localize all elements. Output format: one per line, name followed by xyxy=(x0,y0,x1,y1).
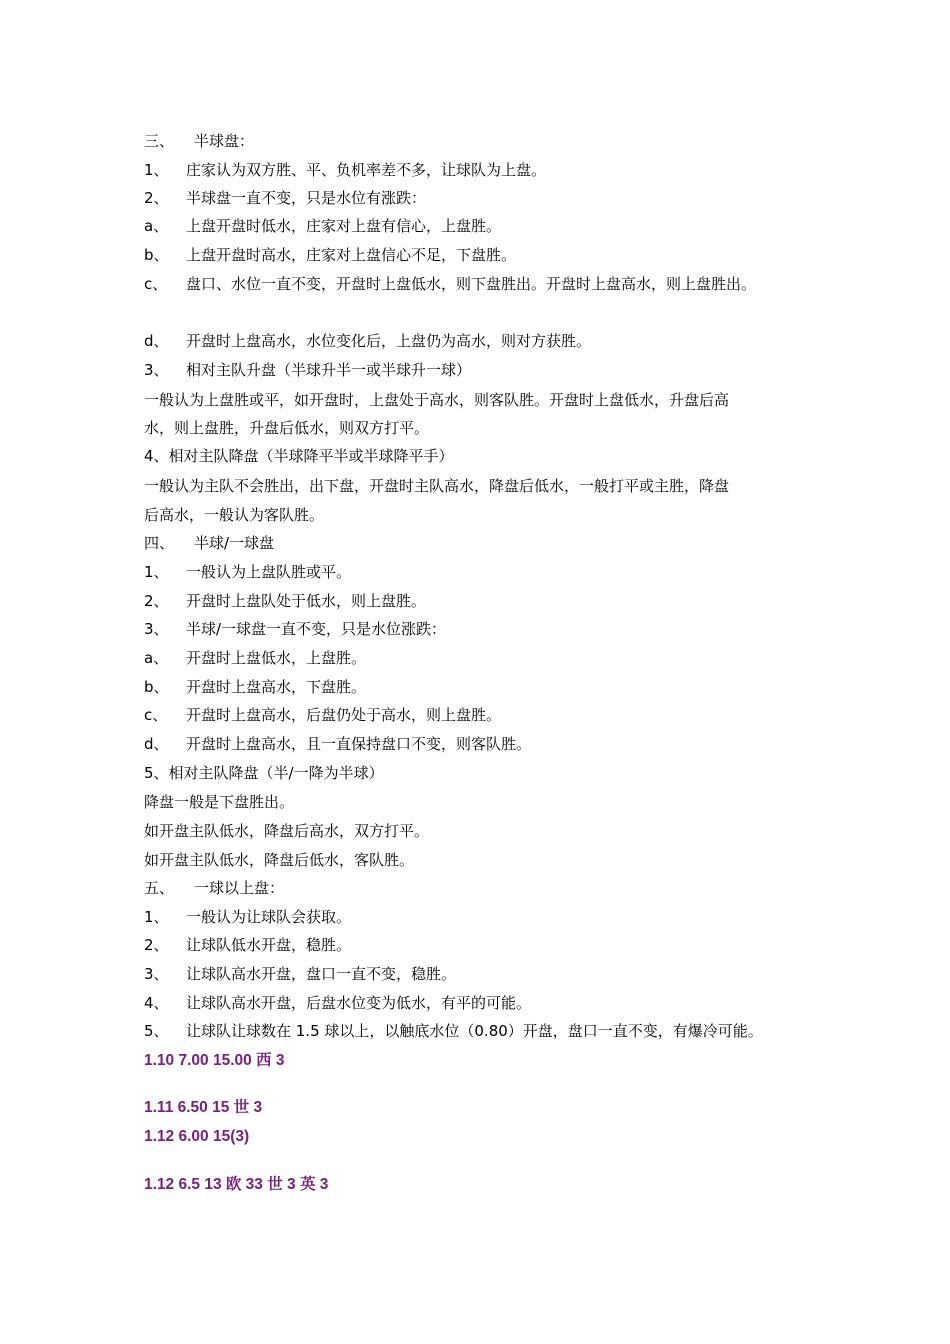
section-heading-3: 三、 半球盘： xyxy=(144,132,255,150)
list-item: 2、 开盘时上盘队处于低水，则上盘胜。 xyxy=(144,592,427,610)
section-heading-4: 四、 半球/一球盘 xyxy=(144,534,275,552)
list-item: 5、 让球队让球数在 1.5 球以上，以触底水位（0.80）开盘，盘口一直不变，有爆冷可能。 xyxy=(144,1022,763,1040)
list-item: c、 开盘时上盘高水，后盘仍处于高水，则上盘胜。 xyxy=(144,706,502,724)
paragraph-line: 降盘一般是下盘胜出。 xyxy=(144,793,295,811)
subheading: 4、相对主队降盘（半球降平半或半球降平手） xyxy=(144,447,454,465)
subheading: 5、相对主队降盘（半/一降为半球） xyxy=(144,764,384,782)
section-heading-5: 五、 一球以上盘： xyxy=(144,879,285,897)
list-item: b、 开盘时上盘高水，下盘胜。 xyxy=(144,678,367,696)
list-item: 3、 让球队高水开盘，盘口一直不变，稳胜。 xyxy=(144,965,457,983)
odds-note: 1.12 6.00 15(3) xyxy=(144,1128,250,1145)
odds-note: 1.10 7.00 15.00 西 3 xyxy=(144,1052,285,1069)
list-item: 2、 让球队低水开盘，稳胜。 xyxy=(144,936,352,954)
list-item: 1、 一般认为让球队会获取。 xyxy=(144,908,352,926)
list-item: 3、 相对主队升盘（半球升半一或半球升一球） xyxy=(144,361,472,379)
list-item: 4、 让球队高水开盘，后盘水位变为低水，有平的可能。 xyxy=(144,994,532,1012)
list-item: 3、 半球/一球盘一直不变，只是水位涨跌： xyxy=(144,620,447,638)
list-item: d、 开盘时上盘高水，水位变化后，上盘仍为高水，则对方获胜。 xyxy=(144,332,592,350)
odds-note: 1.12 6.5 13 欧 33 世 3 英 3 xyxy=(144,1176,329,1193)
odds-note: 1.11 6.50 15 世 3 xyxy=(144,1099,263,1116)
paragraph-line: 一般认为上盘胜或平，如开盘时，上盘处于高水，则客队胜。开盘时上盘低水，升盘后高 xyxy=(144,391,730,409)
list-item: 1、 庄家认为双方胜、平、负机率差不多，让球队为上盘。 xyxy=(144,161,547,179)
list-item: c、 盘口、水位一直不变，开盘时上盘低水，则下盘胜出。开盘时上盘高水，则上盘胜出。 xyxy=(144,275,757,293)
paragraph-line: 水，则上盘胜，升盘后低水，则双方打平。 xyxy=(144,419,430,437)
list-item: b、 上盘开盘时高水，庄家对上盘信心不足，下盘胜。 xyxy=(144,246,517,264)
list-item: 1、 一般认为上盘队胜或平。 xyxy=(144,563,352,581)
list-item: a、 上盘开盘时低水，庄家对上盘有信心，上盘胜。 xyxy=(144,217,502,235)
paragraph-line: 后高水，一般认为客队胜。 xyxy=(144,506,325,524)
paragraph-line: 如开盘主队低水，降盘后低水，客队胜。 xyxy=(144,851,415,869)
paragraph-line: 如开盘主队低水，降盘后高水，双方打平。 xyxy=(144,822,430,840)
list-item: 2、 半球盘一直不变，只是水位有涨跌： xyxy=(144,189,427,207)
paragraph-line: 一般认为主队不会胜出，出下盘，开盘时主队高水，降盘后低水，一般打平或主胜，降盘 xyxy=(144,477,730,495)
list-item: a、 开盘时上盘低水，上盘胜。 xyxy=(144,649,367,667)
list-item: d、 开盘时上盘高水，且一直保持盘口不变，则客队胜。 xyxy=(144,735,532,753)
